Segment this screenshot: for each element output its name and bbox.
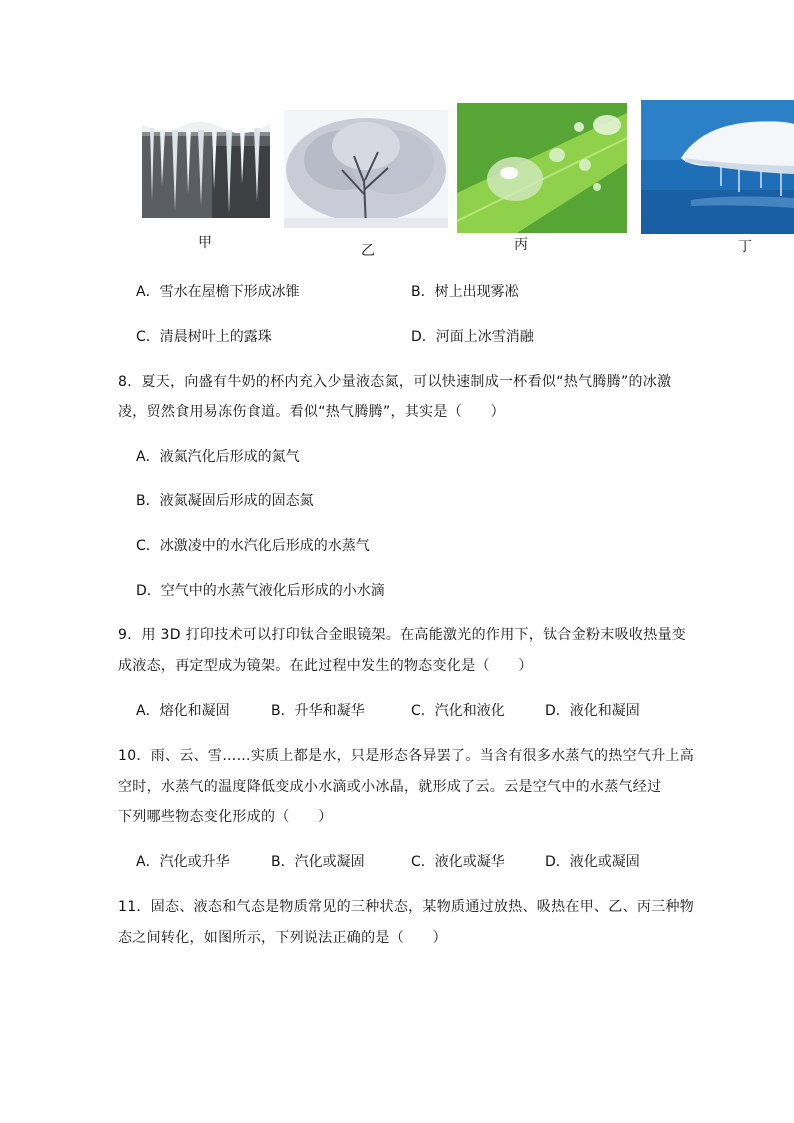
icicles-photo [142,106,270,218]
q9-option-b[interactable]: B．升华和凝华 [271,703,365,719]
q8-option-b[interactable]: B．液氮凝固后形成的固态氮 [136,493,314,509]
q10-option-c[interactable]: C．液化或凝华 [411,854,505,870]
image-caption: 丙 [514,237,528,253]
q10-option-d[interactable]: D．液化或凝固 [545,854,640,870]
q8-option-c[interactable]: C．冰激凌中的水汽化后形成的水蒸气 [136,538,370,554]
rime-tree-photo [284,110,448,228]
q9-option-c[interactable]: C．汽化和液化 [411,703,505,719]
q10-stem-line: 空时，水蒸气的温度降低变成小水滴或小冰晶，就形成了云。云是空气中的水蒸气经过 [118,779,662,795]
q10-option-a[interactable]: A．汽化或升华 [136,854,230,870]
q8-option-d[interactable]: D．空气中的水蒸气液化后形成的小水滴 [136,583,385,599]
q11-stem-line: 11．固态、液态和气态是物质常见的三种状态，某物质通过放热、吸热在甲、乙、丙三种物 [118,899,695,915]
q10-stem-line: 下列哪些物态变化形成的（ ） [118,809,333,825]
q8-option-a[interactable]: A．液氮汽化后形成的氮气 [136,449,300,465]
q9-stem-line: 成液态，再定型成为镜架。在此过程中发生的物态变化是（ ） [118,658,533,674]
q7-option-c[interactable]: C．清晨树叶上的露珠 [136,329,272,345]
dew-on-leaf-photo [457,103,627,233]
image-caption: 丁 [738,239,752,255]
q8-stem-line: 凌，贸然食用易冻伤食道。看似“热气腾腾”，其实是（ ） [118,404,505,420]
q7-option-b[interactable]: B．树上出现雾凇 [411,284,519,300]
q7-option-a[interactable]: A．雪水在屋檐下形成冰锥 [136,284,300,300]
q11-stem-line: 态之间转化，如图所示，下列说法正确的是（ ） [118,930,447,946]
q10-stem-line: 10．雨、云、雪……实质上都是水，只是形态各异罢了。当含有很多水蒸气的热空气升上高 [118,748,695,764]
q9-stem-line: 9．用 3D 打印技术可以打印钛合金眼镜架。在高能激光的作用下，钛合金粉末吸收热量变 [118,627,687,643]
q10-option-b[interactable]: B．汽化或凝固 [271,854,365,870]
q9-option-d[interactable]: D．液化和凝固 [545,703,640,719]
image-caption: 乙 [361,243,375,259]
q8-stem-line: 8．夏天，向盛有牛奶的杯内充入少量液态氮，可以快速制成一杯看似“热气腾腾”的冰激 [118,374,672,390]
q7-option-d[interactable]: D．河面上冰雪消融 [411,329,534,345]
q9-option-a[interactable]: A．熔化和凝固 [136,703,230,719]
image-caption: 甲 [198,235,212,251]
melting-ice-photo [641,100,794,234]
